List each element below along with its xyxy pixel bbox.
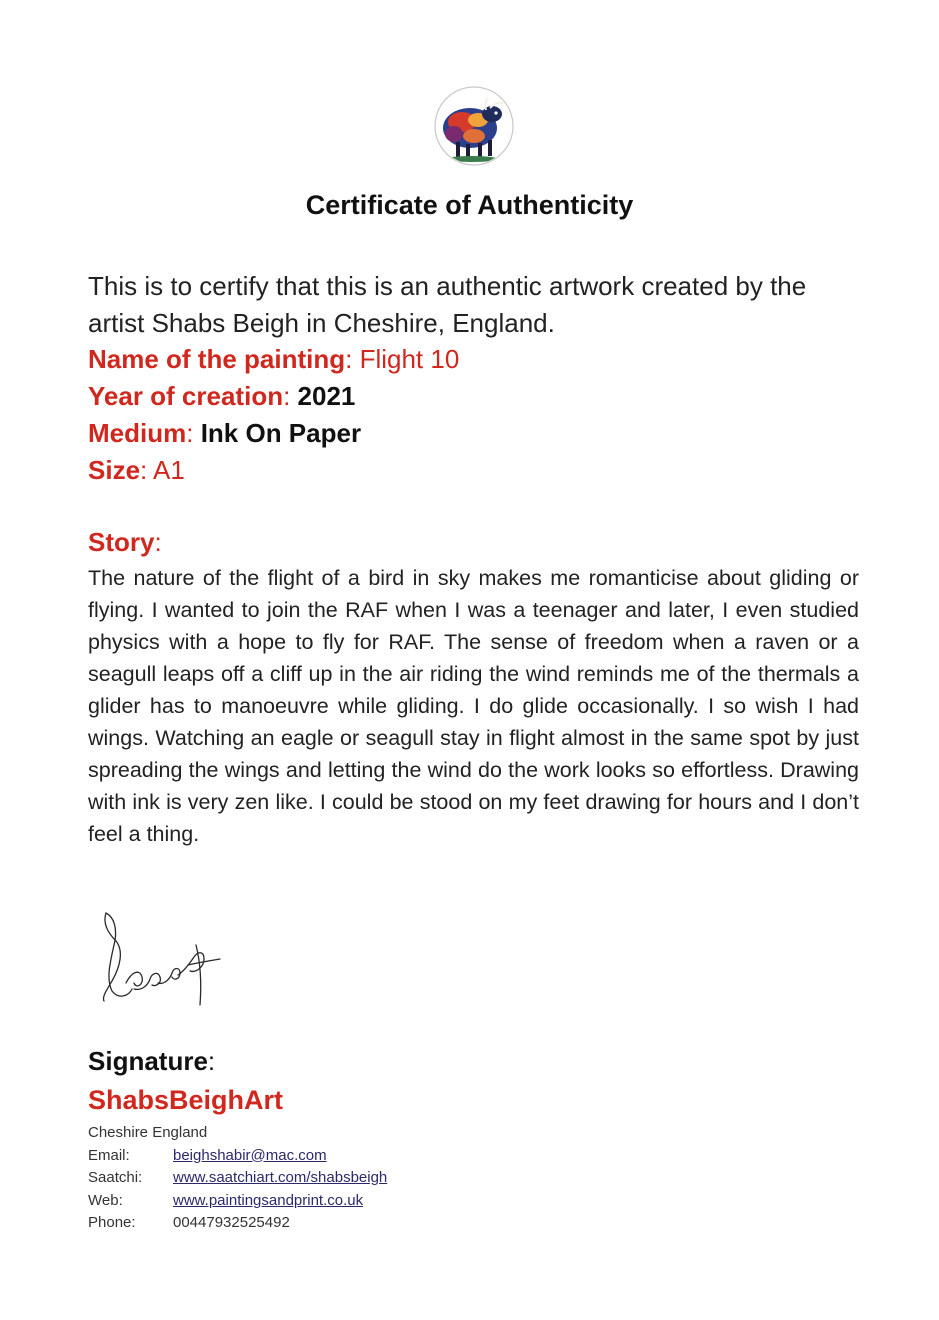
year-row: Year of creation: 2021	[88, 381, 356, 411]
size-label: Size	[88, 455, 141, 485]
medium-row: Medium: Ink On Paper	[88, 418, 362, 448]
saatchi-key: Saatchi:	[88, 1169, 143, 1186]
email-row	[88, 1145, 387, 1168]
bull-logo-icon	[434, 86, 514, 166]
size-value: A1	[153, 455, 185, 485]
web-link[interactable]: www.paintingsandprint.co.uk	[173, 1191, 364, 1209]
size-row: Size: A1	[88, 455, 185, 485]
year-value: 2021	[297, 381, 356, 411]
saatchi-row	[88, 1167, 387, 1190]
location-text: Cheshire England	[88, 1124, 208, 1141]
email-key: Email:	[88, 1146, 130, 1164]
year-label: Year of creation	[88, 381, 284, 411]
phone-key: Phone:	[88, 1214, 136, 1231]
contact-block	[88, 1122, 387, 1235]
web-row	[88, 1190, 387, 1213]
medium-value: Ink On Paper	[200, 418, 362, 448]
brand-name: ShabsBeighArt	[88, 1085, 284, 1115]
artwork-details	[88, 341, 868, 489]
location-row	[88, 1122, 387, 1145]
certificate-title: Certificate of Authenticity	[305, 190, 634, 220]
phone-row	[88, 1212, 387, 1235]
saatchi-link[interactable]: www.saatchiart.com/shabsbeigh	[173, 1169, 388, 1186]
painting-name-label: Name of the painting	[88, 344, 346, 374]
painting-name-value: Flight 10	[359, 344, 460, 374]
story-text: The nature of the flight of a bird in sky makes me romanticise about gliding or flying. I wanted to join the RAF when I was a teenager and later, I even studied physics with a hope to fly for RAF. The sense of freedom when a raven or a seagull leaps off a cliff up in the air riding the wind reminds me of the thermals a glider has to manoeuvre while gliding. I do glide occasionally. I so wish I had wings. Watching an eagle or seagull stay in flight almost in the same spot by just spreading the wings and letting the wind do the work looks so effortless. Drawing with ink is very zen like. I could be stood on my feet drawing for hours and I don’t feel a thing.	[88, 566, 859, 846]
painting-name-row: Name of the painting: Flight 10	[88, 344, 460, 374]
story-heading: Story:	[88, 527, 162, 557]
web-key: Web:	[88, 1191, 123, 1209]
certificate-intro: This is to certify that this is an authentic artwork created by the artist Shabs Beigh in Cheshire, England.	[88, 271, 807, 338]
signature-label: Signature:	[88, 1046, 216, 1076]
medium-label: Medium	[88, 418, 187, 448]
handwritten-signature	[92, 905, 232, 1020]
phone-value: 00447932525492	[173, 1214, 290, 1231]
email-link[interactable]: beighshabir@mac.com	[173, 1146, 327, 1164]
